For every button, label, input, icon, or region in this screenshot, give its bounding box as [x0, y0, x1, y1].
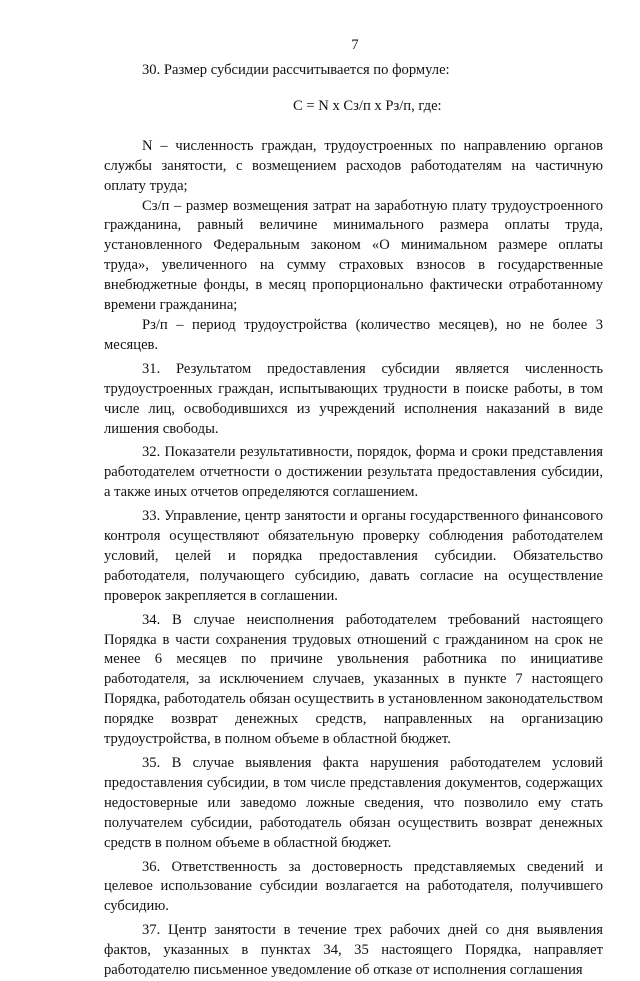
paragraph-36: 36. Ответственность за достоверность представляемых сведений и целевое использование субсидии возлагается на работодателя, получившего субсидию. — [104, 858, 603, 915]
paragraph-37: 37. Центр занятости в течение трех рабочих дней со дня выявления фактов, указанных в пунктах 34, 35 настоящего Порядка, направляет работодателю письменное уведомление об отказе от исполнения соглашения — [104, 922, 603, 979]
page-number: 7 — [351, 37, 359, 53]
paragraph-32: 32. Показатели результативности, порядок, форма и сроки представления работодателем отчетности о достижении результата предоставления субсидии, а также иных отчетов определяются соглашением. — [104, 444, 603, 501]
definition-szp: Сз/п – размер возмещения затрат на заработную плату трудоустроенного гражданина, равный величине минимального размера оплаты труда, установленного Федеральным законом «О минимальном размере оплаты труда», увеличенного на сумму страховых взносов в государственные внебюджетные фонды, в месяц пропорционально фактически отработанному времени гражданина; — [104, 197, 603, 314]
paragraph-31: 31. Результатом предоставления субсидии является численность трудоустроенных граждан, испытывающих трудности в поиске работы, в том числе лиц, освободившихся из учреждений исполнения наказаний в виде лишения свободы. — [104, 360, 603, 437]
subsidy-formula: С = N х Сз/п х Рз/п, где: — [293, 97, 442, 114]
paragraph-35: 35. В случае выявления факта нарушения работодателем условий предоставления субсидии, в том числе представления документов, содержащих недостоверные или заведомо ложные сведения, что позволило ему стать получателем субсидии, работодатель обязан осуществить возврат денежных средств в полном объеме в областной бюджет. — [104, 755, 603, 851]
definition-rzp: Рз/п – период трудоустройства (количество месяцев), но не более 3 месяцев. — [104, 316, 603, 353]
paragraph-34: 34. В случае неисполнения работодателем требований настоящего Порядка в части сохранения трудовых отношений с гражданином на срок не менее 6 месяцев по причине увольнения работника по инициативе работодателя, за исключением случаев, указанных в пункте 7 настоящего Порядка, работодатель обязан осуществить в установленном законодательством порядке возврат денежных средств, направленных на организацию трудоустройства, в полном объеме в областной бюджет. — [104, 611, 603, 748]
document-body — [104, 61, 603, 981]
definition-n: N – численность граждан, трудоустроенных по направлению органов службы занятости, с возмещением расходов работодателям на частичную оплату труда; — [104, 137, 603, 194]
paragraph-30: 30. Размер субсидии рассчитывается по формуле: — [142, 62, 450, 78]
paragraph-33: 33. Управление, центр занятости и органы государственного финансового контроля осуществляют обязательную проверку соблюдения работодателем условий, целей и порядка предоставления субсидии. Обязательство работодателя, получающего субсидию, давать согласие на осуществление проверок закрепляется в соглашении. — [104, 508, 603, 604]
